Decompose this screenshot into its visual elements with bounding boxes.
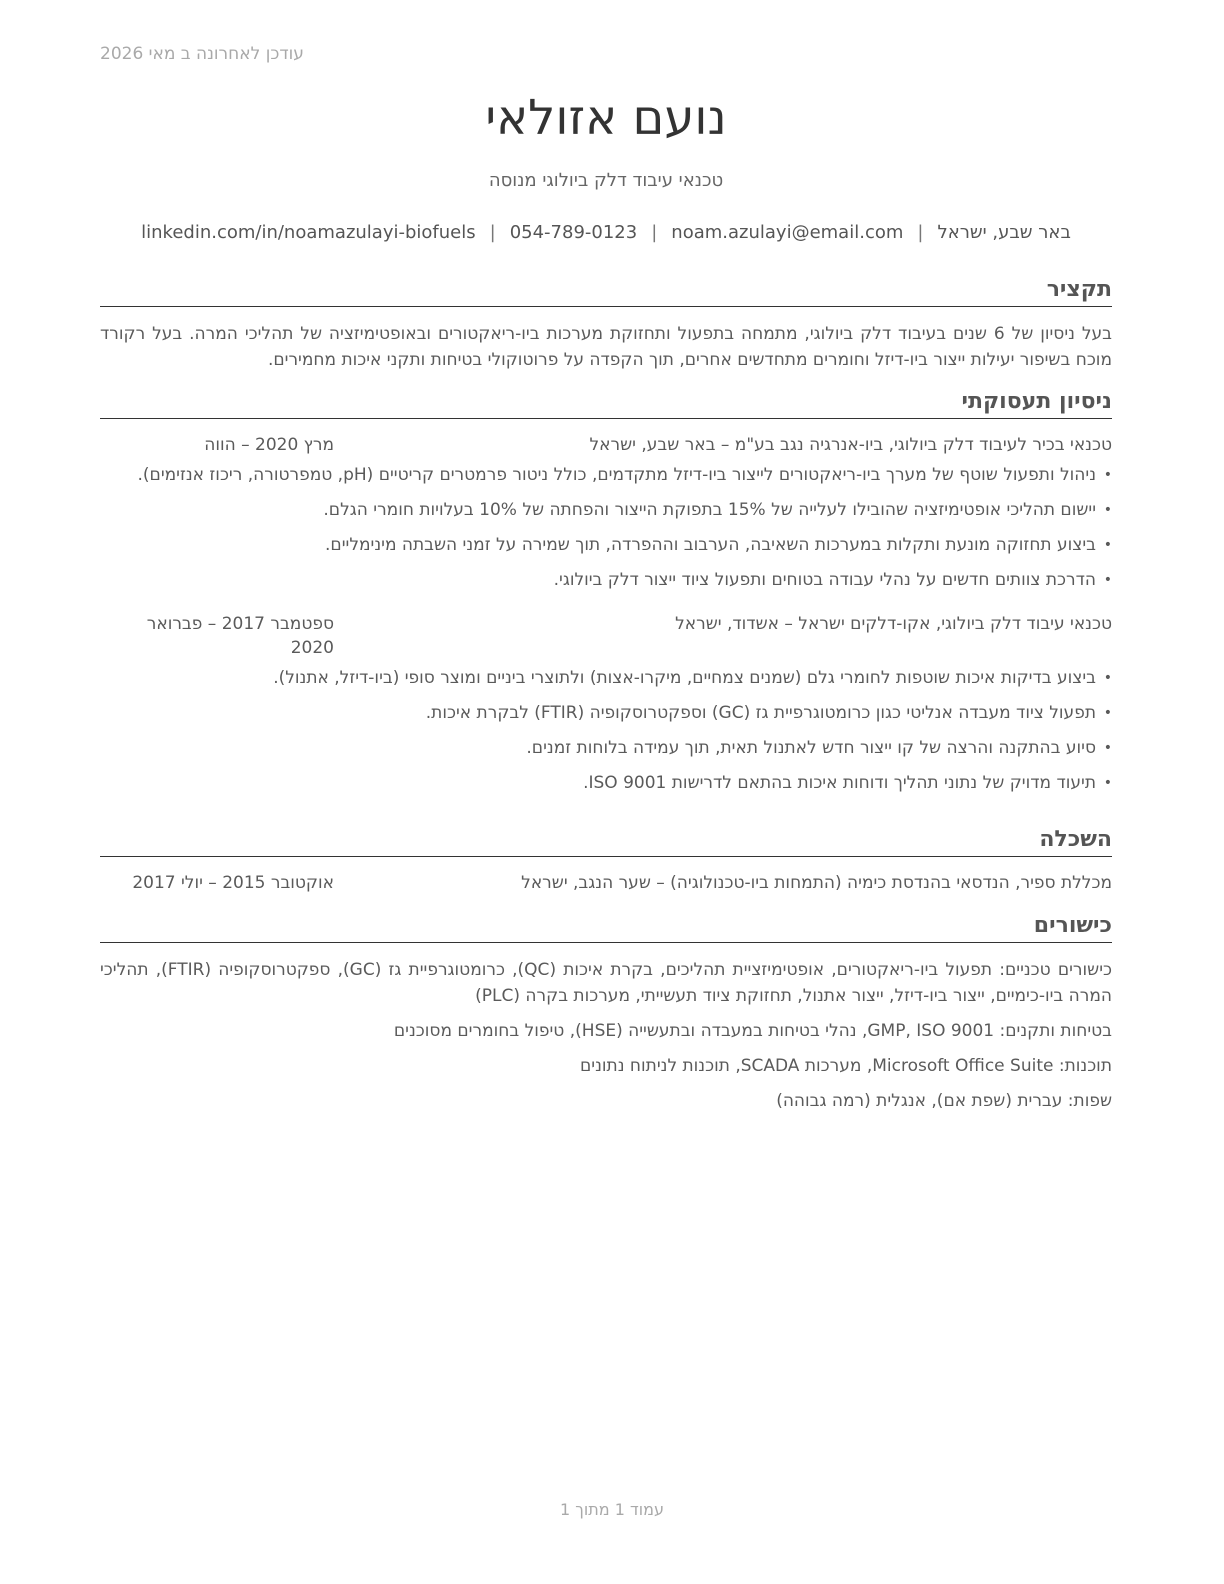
education-entry	[100, 871, 1112, 895]
job-title: טכנאי בכיר לעיבוד דלק ביולוגי, ביו-אנרגיה נגב בע"מ – באר שבע, ישראל	[589, 435, 1112, 455]
contact-separator: |	[651, 222, 658, 243]
skills-line: בטיחות ותקנים: GMP, ISO 9001, נהלי בטיחות במעבדה ובתעשייה (HSE), טיפול בחומרים מסוכנים	[393, 1021, 1112, 1041]
education-heading: השכלה	[100, 826, 1112, 857]
contact-location: באר שבע, ישראל	[937, 222, 1071, 243]
job-header	[100, 433, 1112, 457]
job-bullet: • הדרכת צוותים חדשים על נהלי עבודה בטוחים ותפעול ציוד ייצור דלק ביולוגי.	[100, 568, 1112, 592]
job-title: טכנאי עיבוד דלק ביולוגי, אקו-דלקים ישראל – אשדוד, ישראל	[675, 614, 1112, 634]
education-dates: אוקטובר 2015 – יולי 2017	[132, 873, 334, 893]
experience-section	[100, 388, 1112, 806]
skills-section	[100, 912, 1112, 1123]
job-header	[100, 612, 1112, 660]
contact-separator: |	[917, 222, 924, 243]
job-dates: מרץ 2020 – הווה	[204, 435, 334, 455]
contact-linkedin-link[interactable]: linkedin.com/in/noamazulayi-biofuels	[141, 222, 476, 243]
job-bullet: • תפעול ציוד מעבדה אנליטי כגון כרומטוגרפיית גז (GC) וספקטרוסקופיה (FTIR) לבקרת איכות.	[100, 701, 1112, 725]
job-bullet-list	[100, 463, 1112, 592]
job-entry	[100, 612, 1112, 795]
job-entry	[100, 433, 1112, 592]
contact-phone: 054-789-0123	[509, 222, 638, 243]
last-updated-text: עודכן לאחרונה ב מאי 2026	[100, 44, 304, 64]
summary-text: בעל ניסיון של 6 שנים בעיבוד דלק ביולוגי, מתמחה בתפעול ותחזוקת מערכות ביו-ריאקטורים ובאופטימיזציה של תהליכי המרה. בעל רקורד מוכח בשיפור יעילות ייצור ביו-דיזל וחומרים מתחדשים אחרים, תוך הקפדה על פרוטוקולי בטיחות ותקני איכות מחמירים.	[100, 324, 1112, 370]
contact-email-link[interactable]: noam.azulayi@email.com	[671, 222, 904, 243]
skills-heading: כישורים	[100, 912, 1112, 943]
job-bullet: • ביצוע בדיקות איכות שוטפות לחומרי גלם (שמנים צמחיים, מיקרו-אצות) ולתוצרי ביניים ומוצר סופי (ביו-דיזל, אתנול).	[100, 666, 1112, 690]
education-degree: מכללת ספיר, הנדסאי בהנדסת כימיה (התמחות ביו-טכנולוגיה) – שער הנגב, ישראל	[521, 873, 1112, 893]
skills-line: תוכנות: Microsoft Office Suite, מערכות SCADA, תוכנות לניתוח נתונים	[580, 1056, 1112, 1076]
job-bullet-list	[100, 666, 1112, 795]
candidate-tagline: טכנאי עיבוד דלק ביולוגי מנוסה	[488, 170, 724, 191]
job-bullet: • ניהול ותפעול שוטף של מערך ביו-ריאקטורים לייצור ביו-דיזל מתקדמים, כולל ניטור פרמטרים קריטיים (pH, טמפרטורה, ריכוז אנזימים).	[100, 463, 1112, 487]
skills-list	[100, 957, 1112, 1114]
contact-line	[100, 222, 1112, 243]
skills-line: כישורים טכניים: תפעול ביו-ריאקטורים, אופטימיזציית תהליכים, בקרת איכות (QC), כרומטוגרפיית גז (GC), ספקטרוסקופיה (FTIR), תהליכי המרה ביו-כימיים, ייצור ביו-דיזל, ייצור אתנול, תחזוקת ציוד תעשייתי, מערכות בקרה (PLC)	[100, 960, 1112, 1006]
job-bullet: • סיוע בהתקנה והרצה של קו ייצור חדש לאתנול תאית, תוך עמידה בלוחות זמנים.	[100, 736, 1112, 760]
experience-heading: ניסיון תעסוקתי	[100, 388, 1112, 419]
education-section	[100, 826, 1112, 895]
job-bullet: • ביצוע תחזוקה מונעת ותקלות במערכות השאיבה, הערבוב וההפרדה, תוך שמירה על זמני השבתה מינימליים.	[100, 533, 1112, 557]
skills-line: שפות: עברית (שפת אם), אנגלית (רמה גבוהה)	[776, 1091, 1112, 1111]
summary-heading: תקציר	[100, 276, 1112, 307]
job-bullet: • יישום תהליכי אופטימיזציה שהובילו לעלייה של 15% בתפוקת הייצור והפחתה של 10% בעלויות חומרי הגלם.	[100, 498, 1112, 522]
candidate-name: נועם אזולאי	[485, 90, 727, 146]
job-dates: ספטמבר 2017 – פברואר 2020	[146, 614, 334, 658]
summary-section	[100, 276, 1112, 373]
page-number: עמוד 1 מתוך 1	[560, 1500, 664, 1519]
contact-separator: |	[489, 222, 496, 243]
job-bullet: • תיעוד מדויק של נתוני תהליך ודוחות איכות בהתאם לדרישות ISO 9001.	[100, 771, 1112, 795]
